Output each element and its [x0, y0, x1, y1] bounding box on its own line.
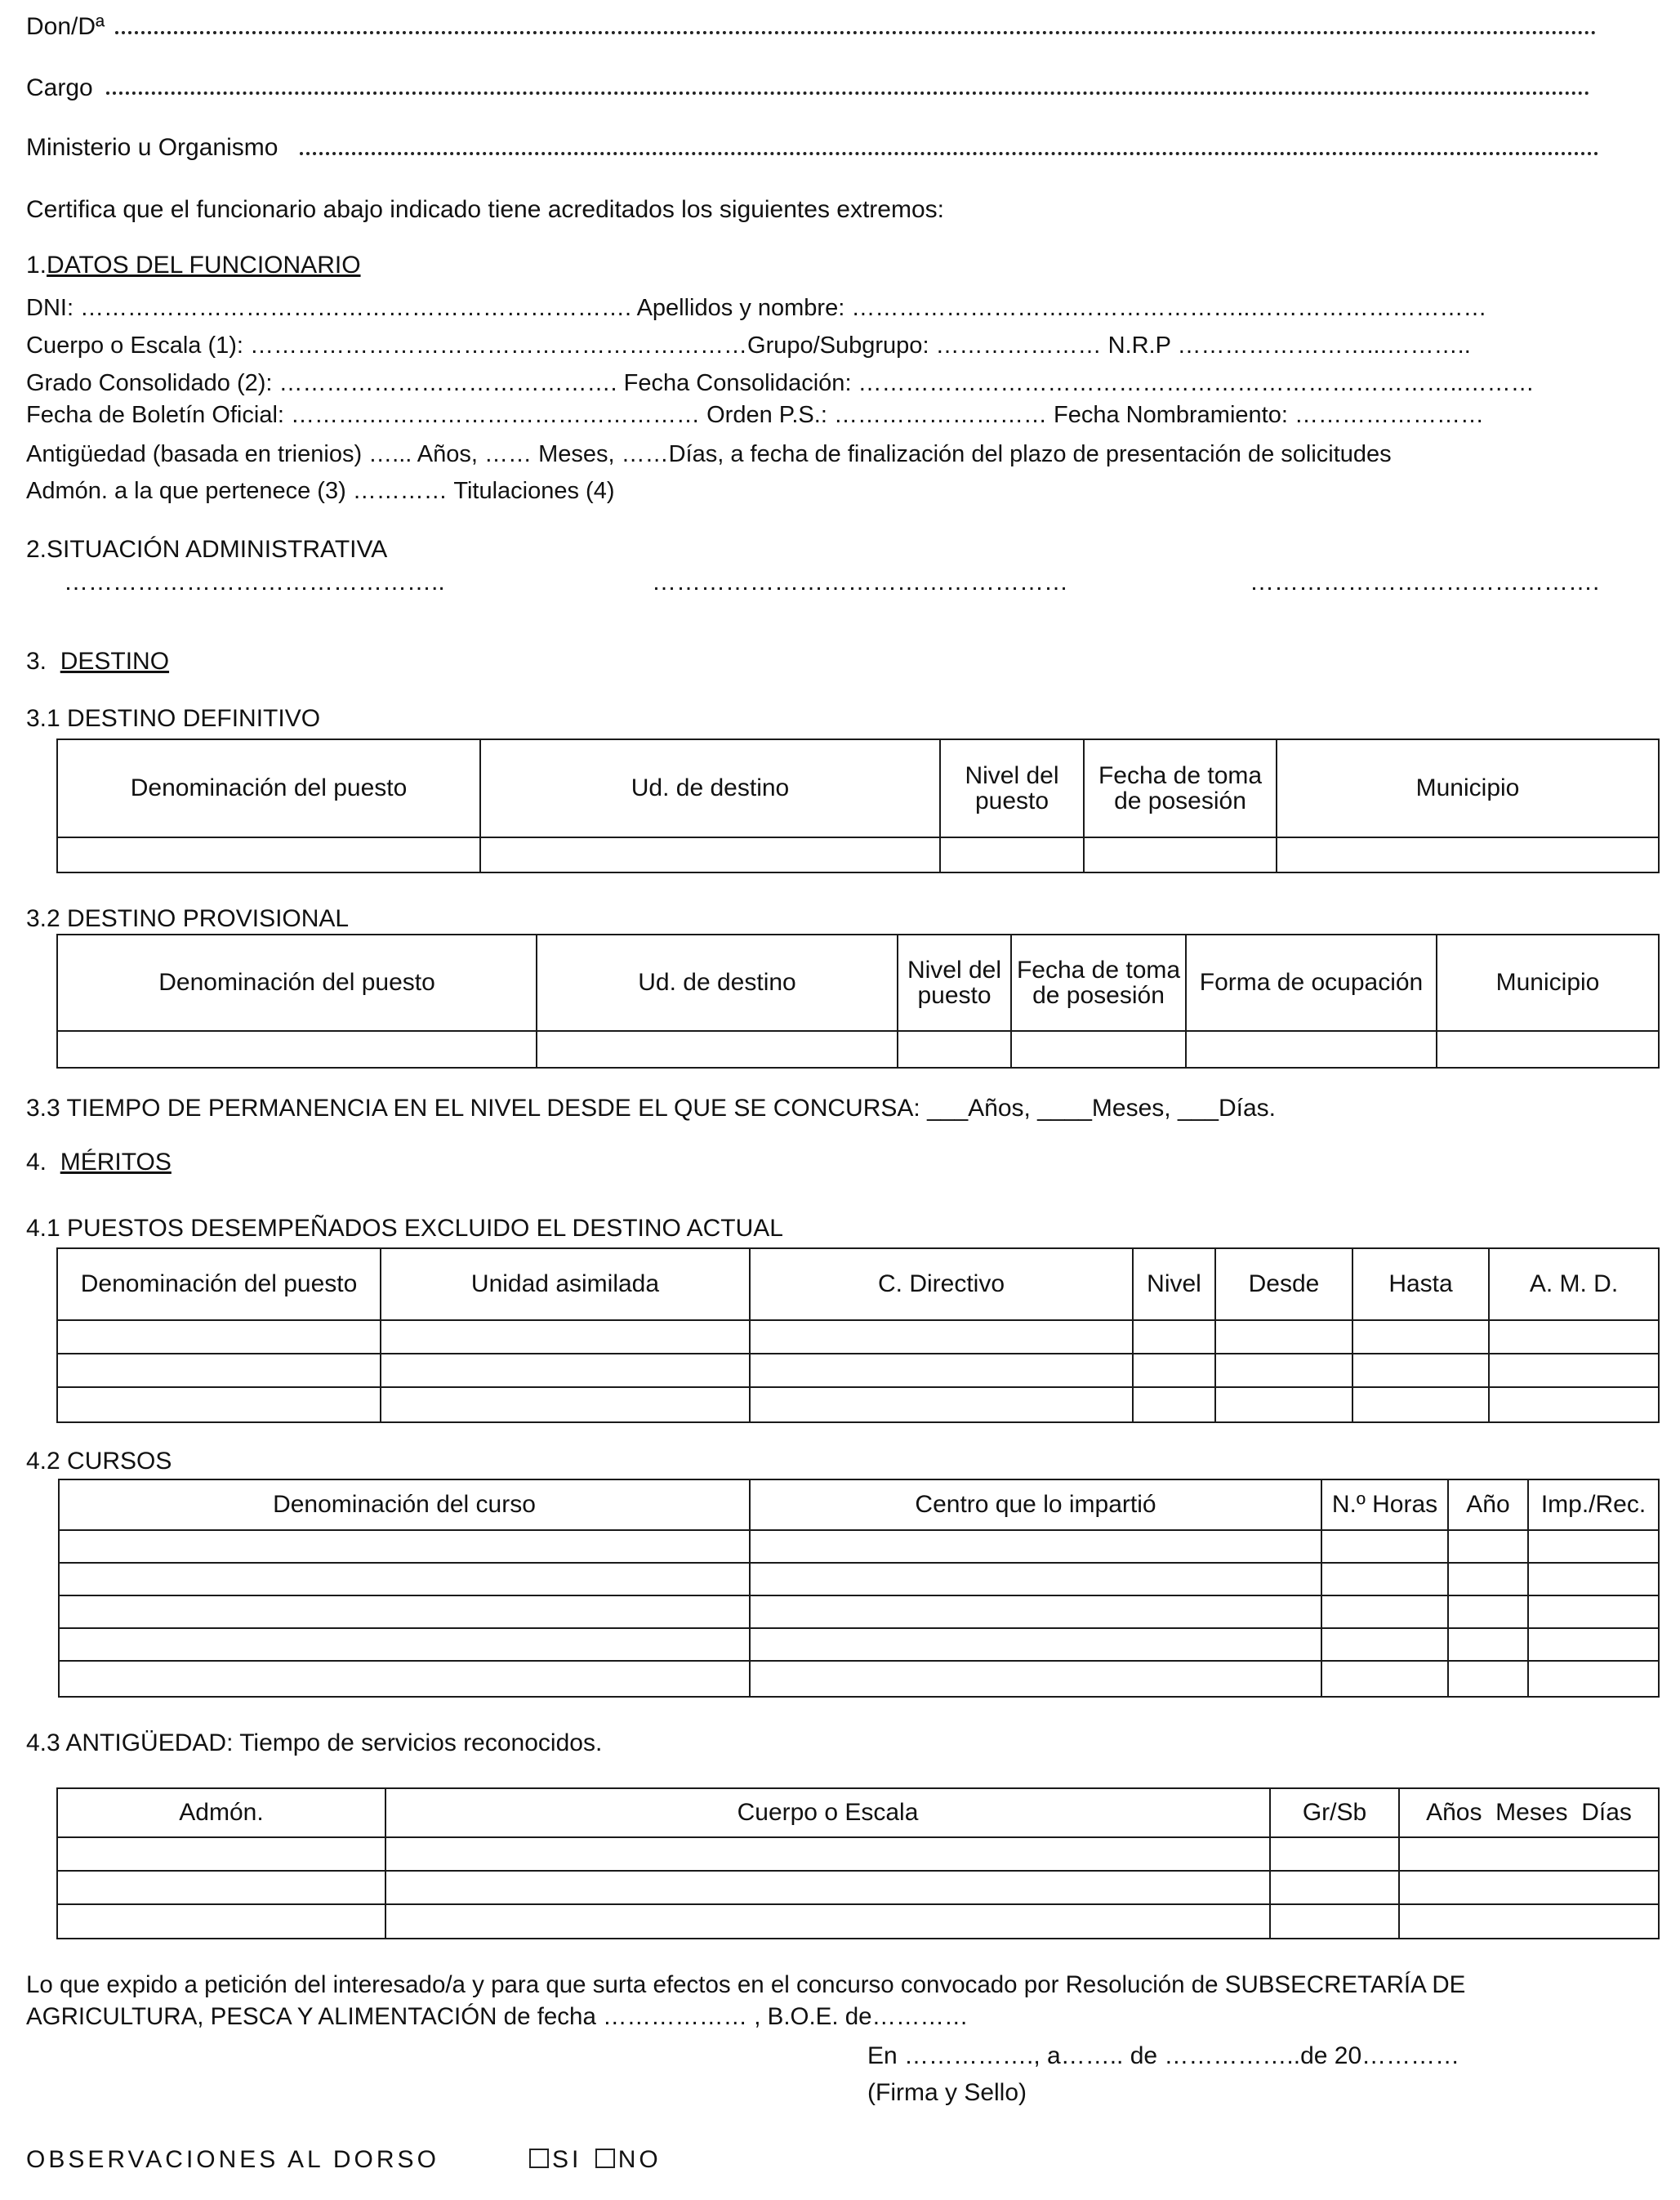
cursos-title: 4.2 CURSOS: [26, 1448, 172, 1475]
table-cell[interactable]: [1489, 1354, 1659, 1387]
table-cell[interactable]: [1133, 1387, 1215, 1422]
situacion-dots-1[interactable]: ………………………………………..: [64, 569, 445, 596]
table-cell[interactable]: [59, 1595, 750, 1628]
table-cell[interactable]: [381, 1387, 750, 1422]
table-cell[interactable]: [1448, 1595, 1528, 1628]
table-row[interactable]: [57, 1320, 1659, 1354]
table-cell[interactable]: [1011, 1031, 1186, 1068]
table-cell[interactable]: [1528, 1595, 1659, 1628]
table-cell[interactable]: [1270, 1837, 1399, 1871]
table-cell[interactable]: [1448, 1530, 1528, 1563]
col-header: Denominación del puesto: [57, 935, 537, 1031]
table-cell[interactable]: [1528, 1530, 1659, 1563]
firma-sello: (Firma y Sello): [867, 2079, 1027, 2106]
antiguedad-line: Antigüedad (basada en trienios) …... Años, …… Meses, ……Días, a fecha de finalización del plazo de presentación de solicitudes: [26, 441, 1392, 467]
puestos-table: [56, 1247, 1660, 1423]
table-cell[interactable]: [1321, 1628, 1448, 1661]
admon-line: Admón. a la que pertenece (3) ………… Titulaciones (4): [26, 478, 615, 504]
destino-definitivo-title: 3.1 DESTINO DEFINITIVO: [26, 705, 321, 732]
no-label: NO: [617, 2146, 662, 2173]
table-cell[interactable]: [385, 1871, 1270, 1904]
antiguedad-table: [56, 1787, 1660, 1939]
table-cell[interactable]: [750, 1387, 1133, 1422]
table-cell[interactable]: [1133, 1320, 1215, 1354]
col-header: Nivel del puesto: [898, 935, 1011, 1031]
table-cell[interactable]: [750, 1661, 1321, 1697]
table-cell[interactable]: [898, 1031, 1011, 1068]
table-row[interactable]: [57, 1904, 1659, 1939]
expido-line-1: Lo que expido a petición del interesado/a y para que surta efectos en el concurso convocado por Resolución de SUBSECRETARÍA DE: [26, 1971, 1466, 1998]
table-header-row: [59, 1479, 1659, 1530]
table-cell[interactable]: [480, 837, 940, 872]
table-cell[interactable]: [57, 837, 480, 872]
col-header: Denominación del puesto: [57, 739, 480, 837]
col-header: Municipio: [1437, 935, 1659, 1031]
col-header: Ud. de destino: [537, 935, 898, 1031]
table-header-row: [57, 935, 1659, 1031]
col-header: Fecha de toma de posesión: [1011, 935, 1186, 1031]
table-row[interactable]: [57, 1031, 1659, 1068]
observaciones-label: OBSERVACIONES AL DORSO: [26, 2146, 439, 2173]
section1-number: 1.: [26, 252, 47, 279]
table-cell[interactable]: [1321, 1530, 1448, 1563]
si-checkbox[interactable]: [529, 2149, 549, 2168]
table-row[interactable]: [59, 1530, 1659, 1563]
table-cell[interactable]: [385, 1837, 1270, 1871]
col-header: Denominación del curso: [59, 1479, 750, 1530]
destino-provisional-title: 3.2 DESTINO PROVISIONAL: [26, 905, 350, 932]
table-header-row: [57, 1788, 1659, 1837]
table-cell[interactable]: [750, 1320, 1133, 1354]
boletin-line: Fecha de Boletín Oficial: ……….…………………………………… Orden P.S.: ……………………… Fecha Nombramiento: ……………………: [26, 402, 1484, 428]
col-header: Gr/Sb: [1270, 1788, 1399, 1837]
table-cell[interactable]: [381, 1320, 750, 1354]
table-row[interactable]: [57, 1837, 1659, 1871]
table-cell[interactable]: [57, 1904, 385, 1939]
table-cell[interactable]: [1270, 1871, 1399, 1904]
col-header: Denominación del puesto: [57, 1248, 381, 1320]
table-cell[interactable]: [750, 1595, 1321, 1628]
grado-line: Grado Consolidado (2): ……………………………………. Fecha Consolidación: …………………………………………………………………..………: [26, 370, 1535, 396]
certifica-text: Certifica que el funcionario abajo indicado tiene acreditados los siguientes extremos:: [26, 196, 944, 223]
section1-title: DATOS DEL FUNCIONARIO: [47, 252, 361, 279]
table-cell[interactable]: [59, 1628, 750, 1661]
table-cell[interactable]: [1399, 1871, 1659, 1904]
section3-heading: [26, 648, 169, 675]
table-cell[interactable]: [1215, 1354, 1352, 1387]
lugar-fecha: En ……………., a…….. de ……………..de 20…………: [867, 2042, 1460, 2069]
col-header: C. Directivo: [750, 1248, 1133, 1320]
col-header: Imp./Rec.: [1528, 1479, 1659, 1530]
table-cell[interactable]: [1528, 1661, 1659, 1697]
section4-heading: [26, 1149, 172, 1176]
destino-definitivo-table: [56, 739, 1660, 873]
table-cell[interactable]: [59, 1530, 750, 1563]
table-cell[interactable]: [1399, 1837, 1659, 1871]
situacion-dots-2[interactable]: ……………………………………………: [652, 569, 1068, 596]
col-header: Hasta: [1352, 1248, 1489, 1320]
cargo-field[interactable]: [106, 91, 1590, 95]
table-cell[interactable]: [1133, 1354, 1215, 1387]
section4-title: MÉRITOS: [60, 1149, 172, 1176]
table-cell[interactable]: [1215, 1320, 1352, 1354]
table-cell[interactable]: [1321, 1595, 1448, 1628]
col-header: Admón.: [57, 1788, 385, 1837]
table-cell[interactable]: [1489, 1387, 1659, 1422]
table-cell[interactable]: [1448, 1628, 1528, 1661]
col-header: Nivel: [1133, 1248, 1215, 1320]
section1-heading: [26, 252, 361, 279]
don-field[interactable]: [115, 31, 1597, 34]
destino-provisional-table: [56, 934, 1660, 1069]
table-cell[interactable]: [59, 1563, 750, 1595]
table-row[interactable]: [57, 1871, 1659, 1904]
cursos-table: [58, 1479, 1660, 1698]
col-header: A. M. D.: [1489, 1248, 1659, 1320]
section2-title: 2.SITUACIÓN ADMINISTRATIVA: [26, 536, 388, 563]
table-cell[interactable]: [1437, 1031, 1659, 1068]
table-cell[interactable]: [381, 1354, 750, 1387]
table-cell[interactable]: [1489, 1320, 1659, 1354]
section3-number: 3.: [26, 648, 47, 675]
antiguedad-title: 4.3 ANTIGÜEDAD: Tiempo de servicios reconocidos.: [26, 1729, 603, 1756]
table-cell[interactable]: [750, 1628, 1321, 1661]
table-row[interactable]: [57, 1387, 1659, 1422]
table-cell[interactable]: [57, 1837, 385, 1871]
observaciones-options: [526, 2146, 662, 2173]
situacion-dots-3[interactable]: …………………………………….: [1250, 569, 1600, 596]
table-cell[interactable]: [1352, 1387, 1489, 1422]
col-header: Centro que lo impartió: [750, 1479, 1321, 1530]
table-cell[interactable]: [750, 1354, 1133, 1387]
table-cell[interactable]: [1448, 1563, 1528, 1595]
table-cell[interactable]: [1448, 1661, 1528, 1697]
cargo-label: Cargo: [26, 74, 93, 101]
section3-title: DESTINO: [60, 648, 170, 675]
table-cell[interactable]: [1321, 1563, 1448, 1595]
cuerpo-line: Cuerpo o Escala (1): ………………………………………………………Grupo/Subgrupo: ………………… N.R.P ……………………...………..: [26, 332, 1471, 359]
expido-line-2: AGRICULTURA, PESCA Y ALIMENTACIÓN de fecha ……………… , B.O.E. de…………: [26, 2003, 969, 2030]
table-cell[interactable]: [57, 1320, 381, 1354]
col-header: Desde: [1215, 1248, 1352, 1320]
table-cell[interactable]: [57, 1871, 385, 1904]
table-cell[interactable]: [1352, 1354, 1489, 1387]
permanencia-line: 3.3 TIEMPO DE PERMANENCIA EN EL NIVEL DESDE EL QUE SE CONCURSA: ___Años, ____Meses, ___Días.: [26, 1095, 1277, 1122]
si-label: SI: [552, 2146, 582, 2173]
table-cell[interactable]: [1321, 1661, 1448, 1697]
table-cell[interactable]: [750, 1530, 1321, 1563]
table-cell[interactable]: [57, 1387, 381, 1422]
table-row[interactable]: [57, 837, 1659, 872]
col-header: Años Meses Días: [1399, 1788, 1659, 1837]
col-header: Nivel del puesto: [940, 739, 1084, 837]
table-cell[interactable]: [1352, 1320, 1489, 1354]
table-cell[interactable]: [1528, 1563, 1659, 1595]
col-header: Año: [1448, 1479, 1528, 1530]
table-cell[interactable]: [1084, 837, 1277, 872]
table-cell[interactable]: [1186, 1031, 1437, 1068]
puestos-title: 4.1 PUESTOS DESEMPEÑADOS EXCLUIDO EL DESTINO ACTUAL: [26, 1215, 783, 1242]
table-cell[interactable]: [1399, 1904, 1659, 1939]
table-cell[interactable]: [940, 837, 1084, 872]
don-label: Don/Dª: [26, 13, 105, 40]
table-row[interactable]: [59, 1563, 1659, 1595]
table-header-row: [57, 739, 1659, 837]
table-cell[interactable]: [1270, 1904, 1399, 1939]
col-header: Unidad asimilada: [381, 1248, 750, 1320]
no-checkbox[interactable]: [595, 2149, 615, 2168]
table-row[interactable]: [57, 1354, 1659, 1387]
table-row[interactable]: [59, 1661, 1659, 1697]
table-cell[interactable]: [385, 1904, 1270, 1939]
dni-line: DNI: ……………………………………………………………. Apellidos y nombre: ……………………….…………………..…………………………: [26, 295, 1487, 321]
col-header: Fecha de toma de posesión: [1084, 739, 1277, 837]
table-cell[interactable]: [1528, 1628, 1659, 1661]
col-header: Municipio: [1277, 739, 1659, 837]
table-cell[interactable]: [57, 1354, 381, 1387]
table-row[interactable]: [59, 1595, 1659, 1628]
ministerio-label: Ministerio u Organismo: [26, 134, 279, 161]
col-header: Forma de ocupación: [1186, 935, 1437, 1031]
table-cell[interactable]: [750, 1563, 1321, 1595]
table-cell[interactable]: [59, 1661, 750, 1697]
col-header: N.º Horas: [1321, 1479, 1448, 1530]
section4-number: 4.: [26, 1149, 47, 1176]
table-header-row: [57, 1248, 1659, 1320]
col-header: Ud. de destino: [480, 739, 940, 837]
table-cell[interactable]: [1215, 1387, 1352, 1422]
table-cell[interactable]: [537, 1031, 898, 1068]
ministerio-field[interactable]: [300, 152, 1599, 155]
table-cell[interactable]: [1277, 837, 1659, 872]
table-cell[interactable]: [57, 1031, 537, 1068]
table-row[interactable]: [59, 1628, 1659, 1661]
col-header: Cuerpo o Escala: [385, 1788, 1270, 1837]
